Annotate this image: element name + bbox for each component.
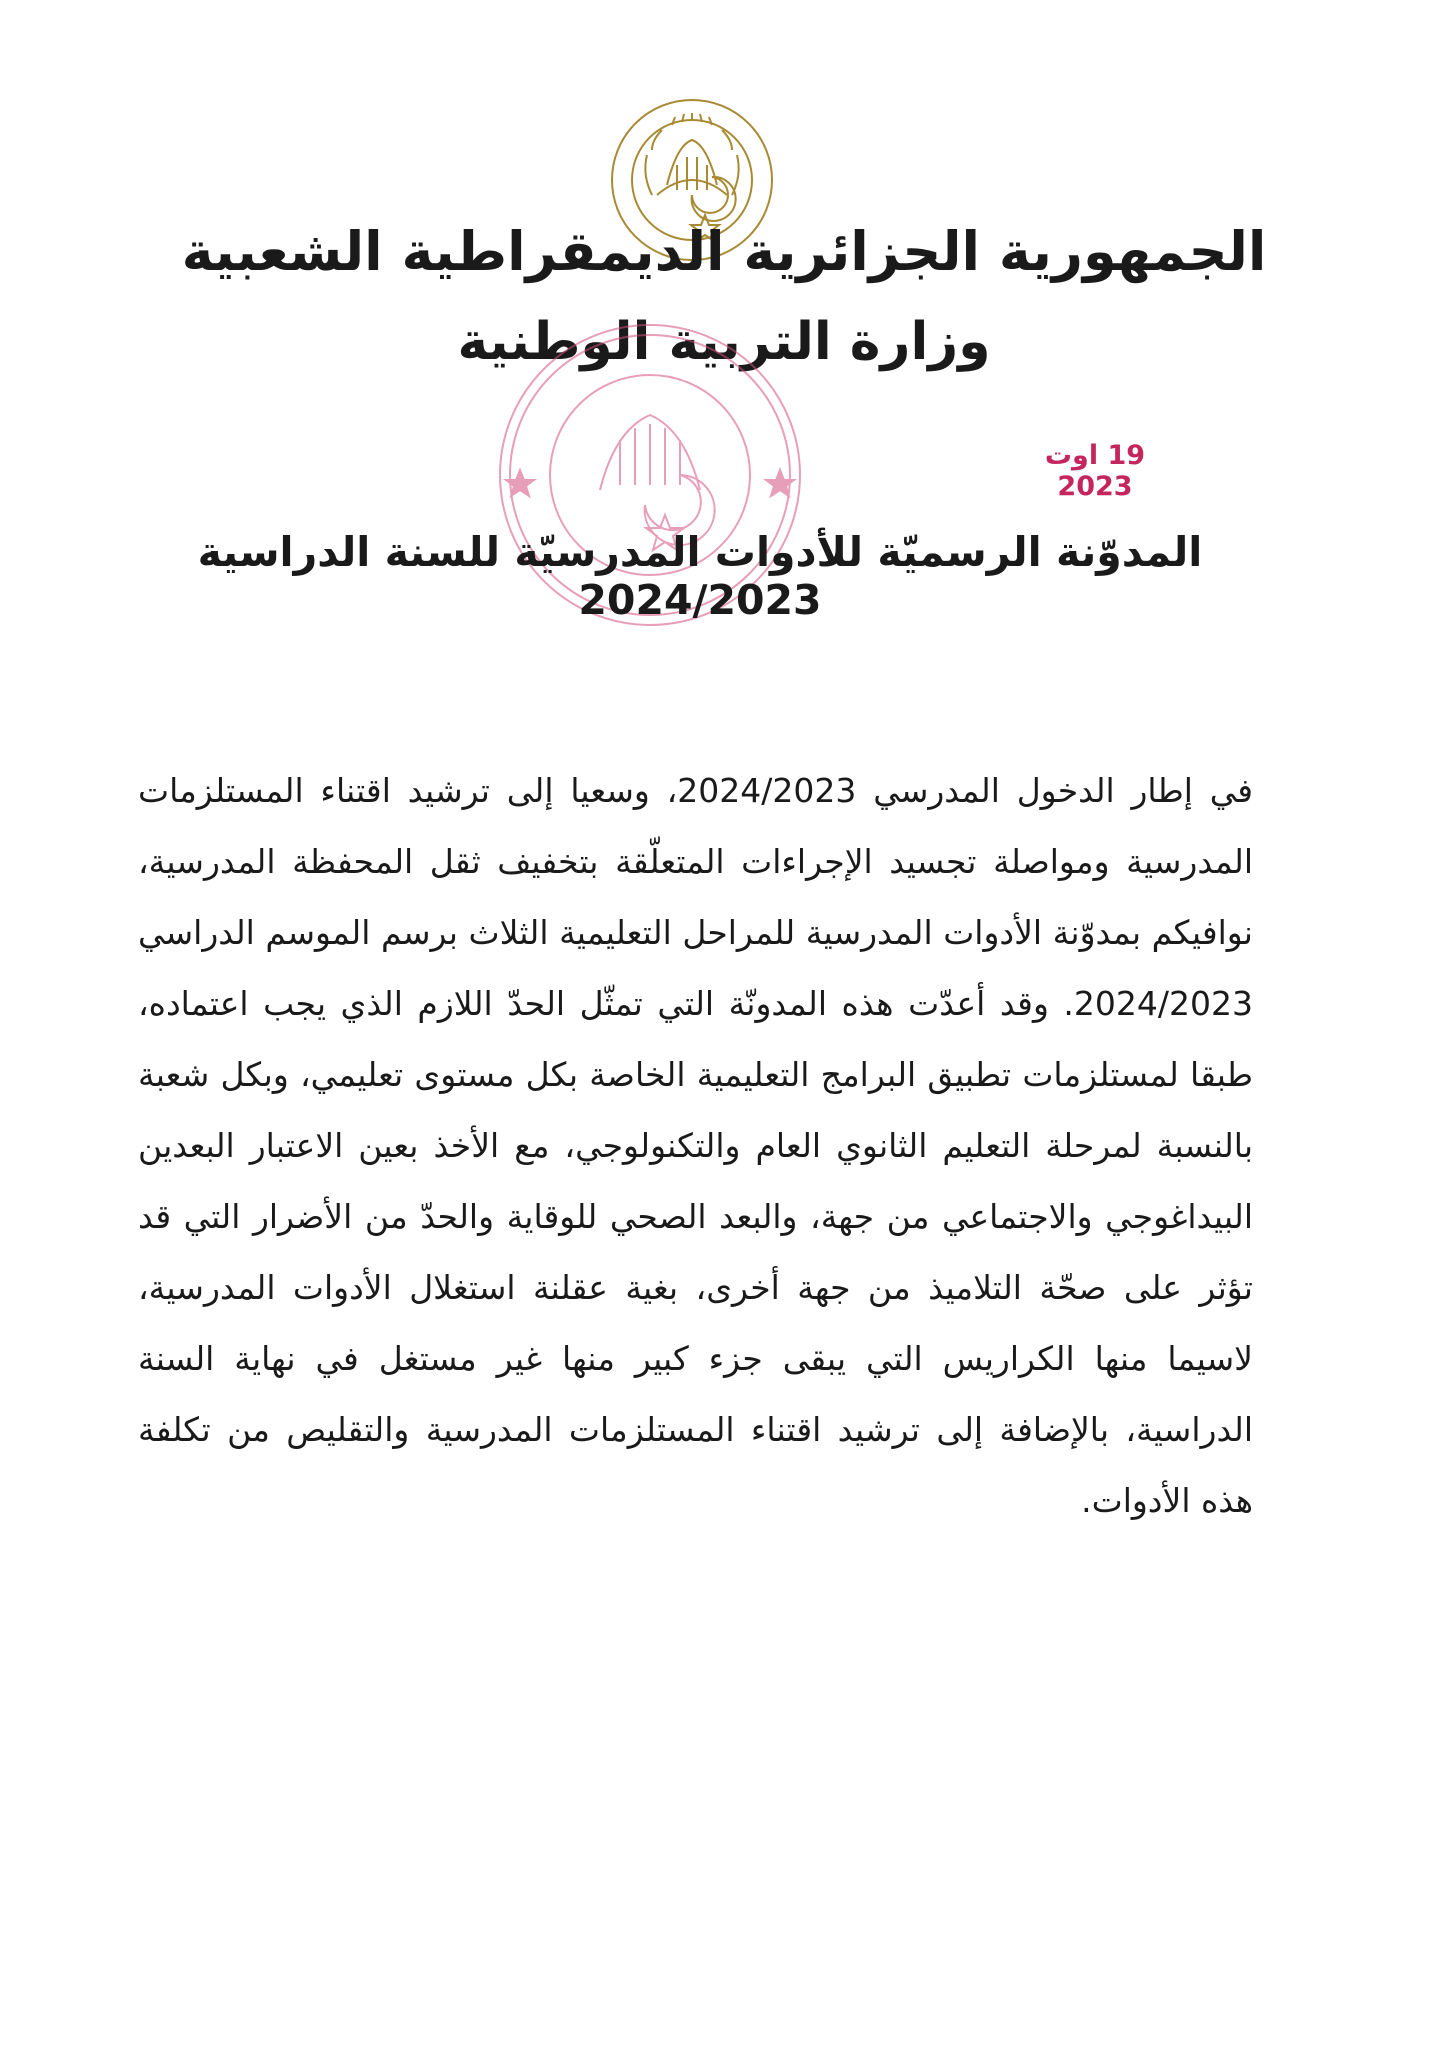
stamp-date: 19 اوت 2023 [1044, 440, 1146, 502]
document-title: المدوّنة الرسميّة للأدوات المدرسيّة للسنة الدراسية 2024/2023 [197, 528, 1203, 624]
ministry-heading: وزارة التربية الوطنية [457, 312, 991, 372]
republic-heading: الجمهورية الجزائرية الديمقراطية الشعبية [181, 220, 1267, 283]
document-body: في إطار الدخول المدرسي 2024/2023، وسعيا إلى ترشيد اقتناء المستلزمات المدرسية ومواصلة تجسيد الإجراءات المتعلّقة بتخفيف ثقل المحفظة المدرسية، نوافيكم بمدوّنة الأدوات المدرسية للمراحل التعليمية الثلاث برسم الموسم الدراسي 2024/2023. وقد أعدّت هذه المدونّة التي تمثّل الحدّ اللازم الذي يجب اعتماده، طبقا لمستلزمات تطبيق البرامج التعليمية الخاصة بكل مستوى تعليمي، وبكل شعبة بالنسبة لمرحلة التعليم الثانوي العام والتكنولوجي، مع الأخذ بعين الاعتبار البعدين البيداغوجي والاجتماعي من جهة، والبعد الصحي للوقاية والحدّ من الأضرار التي قد تؤثر على صحّة التلاميذ من جهة أخرى، بغية عقلنة استغلال الأدوات المدرسية، لاسيما منها الكراريس التي يبقى جزء كبير منها غير مستغل في نهاية السنة الدراسية، بالإضافة إلى ترشيد اقتناء المستلزمات المدرسية والتقليص من تكلفة هذه الأدوات. [138, 771, 1253, 1520]
